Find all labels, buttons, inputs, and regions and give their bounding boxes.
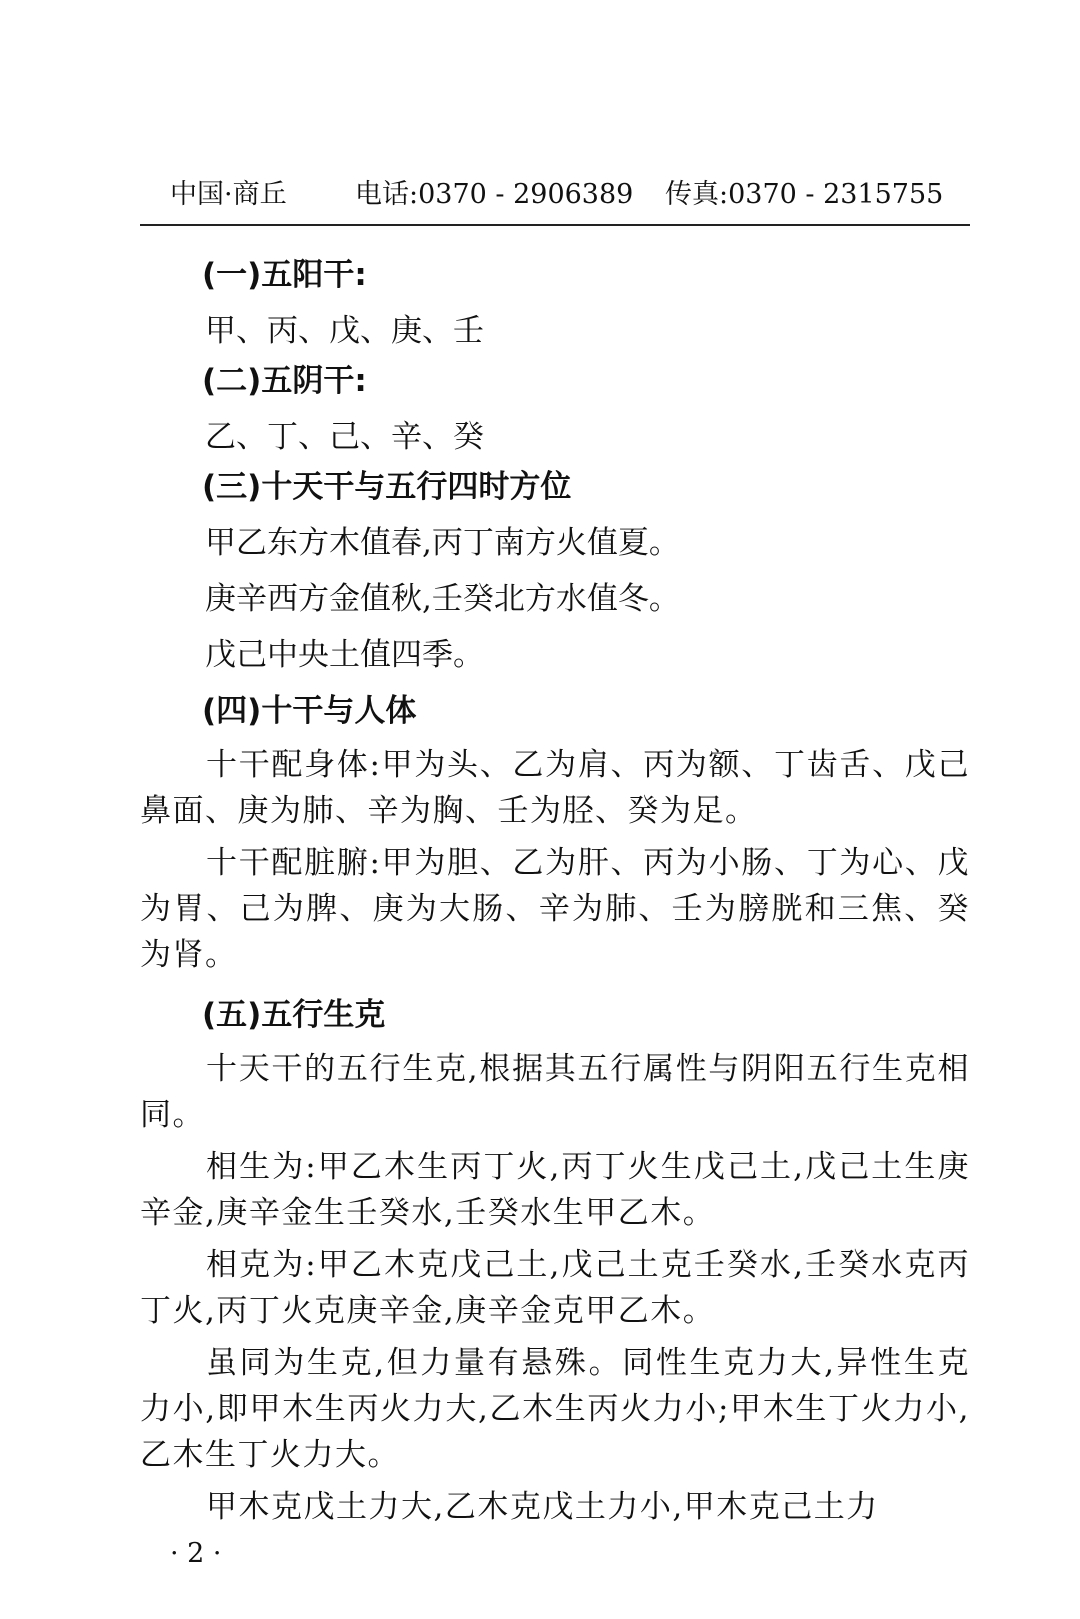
section-heading-directions: (三)十天干与五行四时方位 xyxy=(202,469,572,505)
section-heading-yang: (一)五阳干: xyxy=(202,257,367,293)
section-heading-body: (四)十干与人体 xyxy=(202,693,417,729)
page-body xyxy=(140,250,970,1530)
header-location: 中国·商丘 xyxy=(170,179,287,210)
section-heading-generation: (五)五行生克 xyxy=(202,997,386,1033)
directions-line-1: 甲乙东方木值春,丙丁南方火值夏。 xyxy=(205,525,680,561)
generation-paragraph: 相生为:甲乙木生丙丁火,丙丁火生戊己土,戊己土生庚辛金,庚辛金生壬癸水,壬癸水生甲乙木。 xyxy=(140,1149,970,1231)
header-fax: 传真:0370 - 2315755 xyxy=(665,179,944,210)
body-mapping-paragraph: 十干配身体:甲为头、乙为肩、丙为额、丁齿舌、戊己鼻面、庚为肺、辛为胸、壬为胫、癸为足。 xyxy=(140,747,970,829)
strength-paragraph: 虽同为生克,但力量有悬殊。同性生克力大,异性生克力小,即甲木生丙火力大,乙木生丙火力小;甲木生丁火力小,乙木生丁火力大。 xyxy=(140,1345,970,1473)
organ-mapping-paragraph: 十干配脏腑:甲为胆、乙为肝、丙为小肠、丁为心、戊为胃、己为脾、庚为大肠、辛为肺、壬为膀胱和三焦、癸为肾。 xyxy=(140,845,970,973)
directions-line-3: 戊己中央土值四季。 xyxy=(205,637,484,673)
strength-continued-paragraph: 甲木克戊土力大,乙木克戊土力小,甲木克己土力 xyxy=(206,1489,879,1525)
page-number: · 2 · xyxy=(170,1538,222,1569)
page-header xyxy=(140,172,970,222)
yin-stems-list: 乙、丁、己、辛、癸 xyxy=(205,419,484,455)
header-phone: 电话:0370 - 2906389 xyxy=(355,179,634,210)
section-heading-yin: (二)五阴干: xyxy=(202,363,367,399)
yang-stems-list: 甲、丙、戊、庚、壬 xyxy=(205,313,484,349)
generation-intro-paragraph: 十天干的五行生克,根据其五行属性与阴阳五行生克相同。 xyxy=(140,1051,970,1133)
directions-line-2: 庚辛西方金值秋,壬癸北方水值冬。 xyxy=(205,581,680,617)
header-rule xyxy=(140,224,970,226)
restriction-paragraph: 相克为:甲乙木克戊己土,戊己土克壬癸水,壬癸水克丙丁火,丙丁火克庚辛金,庚辛金克甲乙木。 xyxy=(140,1247,970,1329)
